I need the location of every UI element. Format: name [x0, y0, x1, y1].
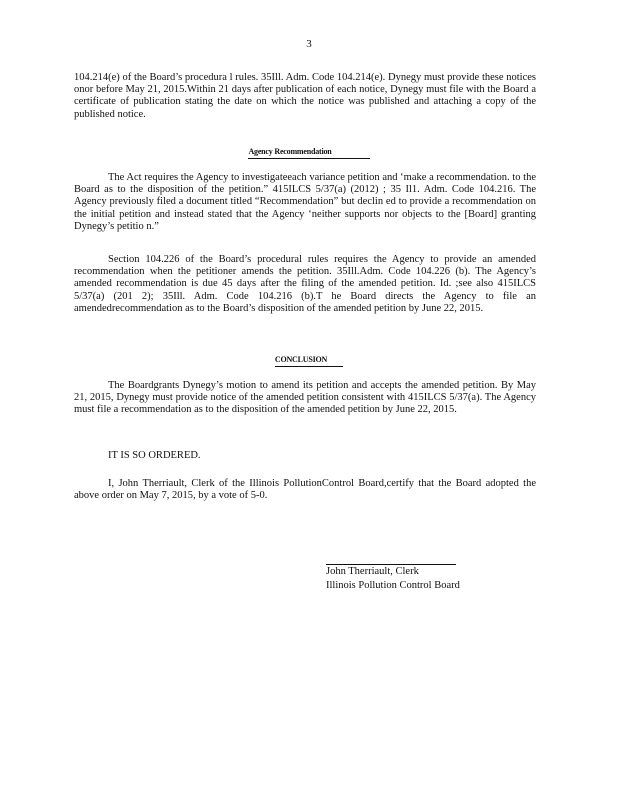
- paragraph-section-104-226: Section 104.226 of the Board’s procedural rules requires the Agency to provide an amended recommendation when the petitioner amends the petition. 35Ill.Adm. Code 104.226 (b). The Agency’s amended recommendation is due 45 days after the filing of the amended petition. Id. ;see also 415ILCS 5/37(a) (201 2); 35Ill. Adm. Code 104.216 (b).T he Board directs the Agency to file an amendedrecommendation as to the Board’s disposition of the amended petition by June 22, 2015.: [74, 254, 536, 314]
- page-number: 3: [306, 38, 312, 50]
- heading-conclusion: [0, 354, 618, 367]
- paragraph-notice: 104.214(e) of the Board’s procedura l rules. 35Ill. Adm. Code 104.214(e). Dynegy must provide these notices onor before May 21, 2015.Within 21 days after publication of each notice, Dynegy must file with the Board a certificate of publication stating the date on which the notice was published and attaching a copy of the published notice.: [74, 72, 536, 120]
- heading-agency-recommendation: [0, 146, 618, 159]
- paragraph-clerk-certification: I, John Therriault, Clerk of the Illinois PollutionControl Board,certify that the Board adopted the above order on May 7, 2015, by a vote of 5-0.: [74, 478, 536, 502]
- paragraph-act-requires: The Act requires the Agency to investigateeach variance petition and ‘make a recommendation. to the Board as to the disposition of the petition.” 415ILCS 5/37(a) (2012) ; 35 Il1. Adm. Code 104.216. The Agency previously filed a document titled “Recommendation” but declin ed to provide a recommendation on the initial petition and instead stated that the Agency ‘neither supports nor objects to the [Board] granting Dynegy’s petitio n.”: [74, 172, 536, 232]
- signature-line: [326, 564, 456, 565]
- signature-name: John Therriault, Clerk: [326, 566, 419, 577]
- heading-conclusion-text: CONCLUSION: [275, 354, 343, 367]
- heading-agency-recommendation-text: Agency Recommendation: [248, 146, 369, 159]
- signature-organization: Illinois Pollution Control Board: [326, 580, 460, 591]
- so-ordered: IT IS SO ORDERED.: [108, 450, 201, 461]
- paragraph-board-grants: The Boardgrants Dynegy’s motion to amend its petition and accepts the amended petition. By May 21, 2015, Dynegy must provide notice of the amended petition consistent with 415ILCS 5/37(a). The Agency must file a recommendation as to the disposition of the amended petition by June 22, 2015.: [74, 380, 536, 416]
